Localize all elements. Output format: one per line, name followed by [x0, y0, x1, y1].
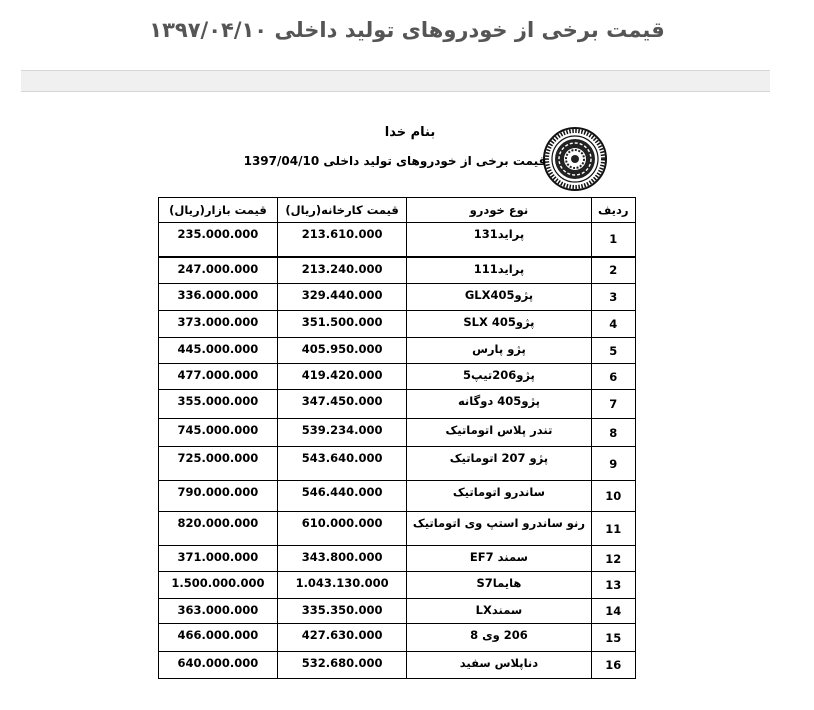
cell-market-price: 820.000.000 [159, 512, 278, 546]
table-row [159, 419, 636, 447]
cell-market-price: 466.000.000 [159, 624, 278, 652]
cell-radif: 15 [591, 624, 635, 652]
cell-market-price: 745.000.000 [159, 419, 278, 447]
cell-market-price: 336.000.000 [159, 284, 278, 311]
cell-market-price: 363.000.000 [159, 599, 278, 624]
table-row [159, 257, 636, 284]
cell-radif: 1 [591, 223, 635, 257]
cell-radif: 13 [591, 572, 635, 599]
cell-radif: 8 [591, 419, 635, 447]
cell-market-price: 445.000.000 [159, 338, 278, 364]
cell-factory-price: 546.440.000 [277, 481, 407, 512]
cell-car-type: رنو ساندرو استپ وی اتوماتیک [407, 512, 591, 546]
table-row [159, 311, 636, 338]
cell-factory-price: 1.043.130.000 [277, 572, 407, 599]
cell-market-price: 247.000.000 [159, 257, 278, 284]
table-row [159, 338, 636, 364]
table-row [159, 390, 636, 419]
cell-car-type: ساندرو اتوماتیک [407, 481, 591, 512]
cell-factory-price: 335.350.000 [277, 599, 407, 624]
table-row [159, 572, 636, 599]
cell-car-type: تندر پلاس اتوماتیک [407, 419, 591, 447]
cell-radif: 2 [591, 257, 635, 284]
table-row [159, 284, 636, 311]
cell-factory-price: 532.680.000 [277, 652, 407, 679]
cell-radif: 4 [591, 311, 635, 338]
cell-factory-price: 351.500.000 [277, 311, 407, 338]
cell-car-type: پژوSLX 405 [407, 311, 591, 338]
cell-radif: 5 [591, 338, 635, 364]
cell-car-type: هایماS7 [407, 572, 591, 599]
cell-factory-price: 405.950.000 [277, 338, 407, 364]
cell-car-type: دناپلاس سفید [407, 652, 591, 679]
price-table [158, 197, 636, 679]
cell-car-type: پژو پارس [407, 338, 591, 364]
cell-factory-price: 347.450.000 [277, 390, 407, 419]
cell-factory-price: 427.630.000 [277, 624, 407, 652]
header-car-type: نوع خودرو [407, 198, 591, 223]
cell-radif: 3 [591, 284, 635, 311]
table-row [159, 624, 636, 652]
cell-factory-price: 419.420.000 [277, 364, 407, 390]
subheading: قیمت برخی از خودروهای تولید داخلی 1397/04/10 [243, 154, 547, 168]
table-row [159, 223, 636, 257]
cell-market-price: 477.000.000 [159, 364, 278, 390]
cell-market-price: 725.000.000 [159, 447, 278, 481]
header-factory-price: قیمت کارخانه(ریال) [277, 198, 407, 223]
cell-market-price: 371.000.000 [159, 546, 278, 572]
cell-radif: 11 [591, 512, 635, 546]
cell-radif: 10 [591, 481, 635, 512]
cell-factory-price: 329.440.000 [277, 284, 407, 311]
cell-car-type: پژو206تیپ5 [407, 364, 591, 390]
cell-market-price: 790.000.000 [159, 481, 278, 512]
cell-car-type: پژو 207 اتوماتیک [407, 447, 591, 481]
cell-market-price: 235.000.000 [159, 223, 278, 257]
cell-factory-price: 543.640.000 [277, 447, 407, 481]
cell-market-price: 355.000.000 [159, 390, 278, 419]
cell-factory-price: 610.000.000 [277, 512, 407, 546]
cell-car-type: 206 وی 8 [407, 624, 591, 652]
table-row [159, 512, 636, 546]
table-header-row [159, 198, 636, 223]
table-row [159, 546, 636, 572]
header-radif: ردیف [591, 198, 635, 223]
cell-car-type: پراید131 [407, 223, 591, 257]
table-row [159, 599, 636, 624]
cell-radif: 7 [591, 390, 635, 419]
header-market-price: قیمت بازار(ریال) [159, 198, 278, 223]
cell-factory-price: 539.234.000 [277, 419, 407, 447]
cell-radif: 6 [591, 364, 635, 390]
cell-radif: 12 [591, 546, 635, 572]
cell-market-price: 640.000.000 [159, 652, 278, 679]
separator-bar [21, 70, 770, 92]
table-row [159, 364, 636, 390]
cell-factory-price: 343.800.000 [277, 546, 407, 572]
cell-factory-price: 213.610.000 [277, 223, 407, 257]
cell-market-price: 1.500.000.000 [159, 572, 278, 599]
table-row [159, 481, 636, 512]
cell-radif: 9 [591, 447, 635, 481]
cell-car-type: پژو405 دوگانه [407, 390, 591, 419]
page-title: قیمت برخی از خودروهای تولید داخلی ۱۳۹۷/۰۴/۱۰ [149, 18, 665, 42]
table-row [159, 652, 636, 679]
cell-car-type: پژوGLX405 [407, 284, 591, 311]
cell-car-type: پراید111 [407, 257, 591, 284]
cell-factory-price: 213.240.000 [277, 257, 407, 284]
table-row [159, 447, 636, 481]
heading-bismillah: بنام خدا [384, 125, 436, 140]
cell-radif: 14 [591, 599, 635, 624]
cell-market-price: 373.000.000 [159, 311, 278, 338]
cell-car-type: سمندLX [407, 599, 591, 624]
cell-car-type: سمند EF7 [407, 546, 591, 572]
cell-radif: 16 [591, 652, 635, 679]
